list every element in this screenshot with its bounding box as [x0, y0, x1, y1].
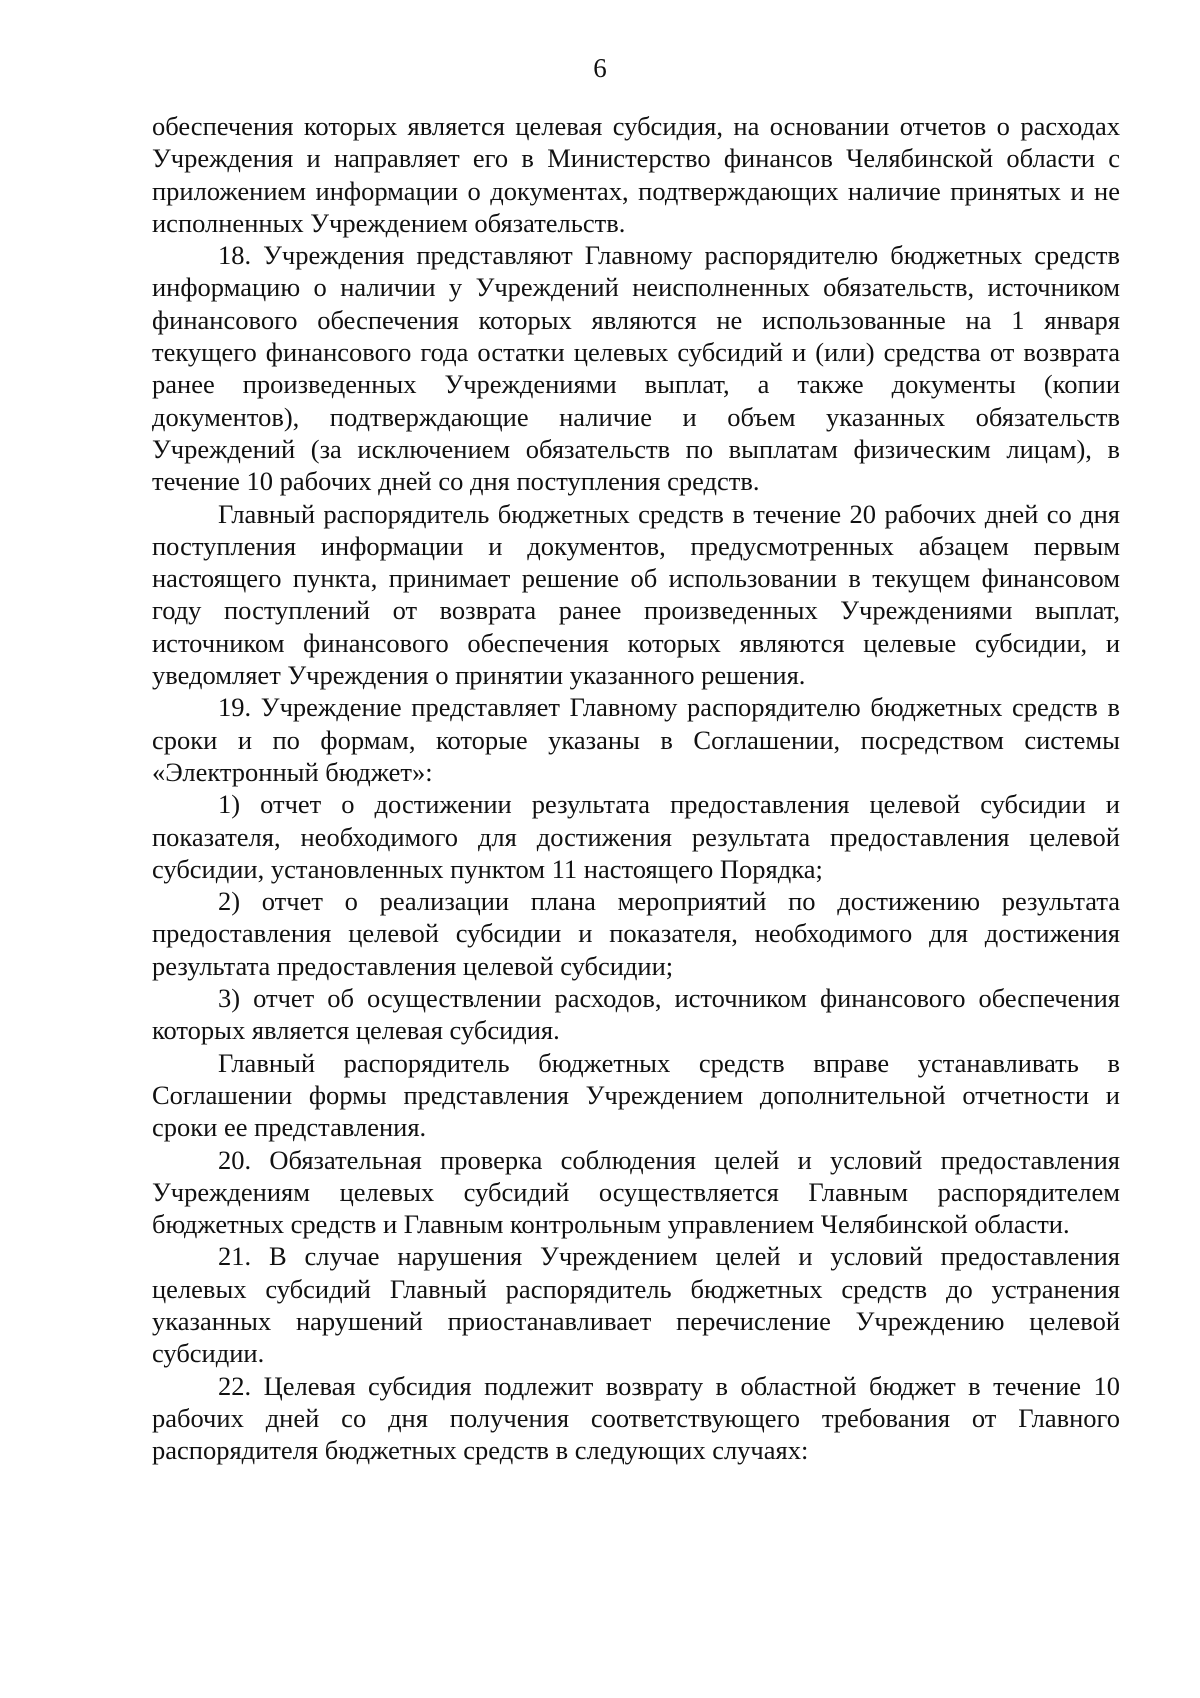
paragraph-item-19-additional: Главный распорядитель бюджетных средств вправе устанавливать в Соглашении формы представления Учреждением дополнительной отчетности и сроки ее представления. [152, 1047, 1120, 1143]
paragraph-item-18: 18. Учреждения представляют Главному распорядителю бюджетных средств информацию о наличии у Учреждений неисполненных обязательств, источником финансового обеспечения которых являются не использованные на 1 января текущего финансового года остатки целевых субсидий и (или) средства от возврата ранее произведенных Учреждениями выплат, а также документы (копии документов), подтверждающие наличие и объем указанных обязательств Учреждений (за исключением обязательств по выплатам физическим лицам), в течение 10 рабочих дней со дня поступления средств. [152, 240, 1120, 497]
paragraph-continuation: обеспечения которых является целевая субсидия, на основании отчетов о расходах Учреждения и направляет его в Министерство финансов Челябинской области с приложением информации о документах, подтверждающих наличие принятых и не исполненных Учреждением обязательств. [152, 111, 1120, 238]
paragraph-item-22: 22. Целевая субсидия подлежит возврату в областной бюджет в течение 10 рабочих дней со дня получения соответствующего требования от Главного распорядителя бюджетных средств в следующих случаях: [152, 1370, 1120, 1466]
paragraph-item-19-sub-3: 3) отчет об осуществлении расходов, источником финансового обеспечения которых является целевая субсидия. [152, 983, 1120, 1046]
paragraph-item-19-sub-1: 1) отчет о достижении результата предоставления целевой субсидии и показателя, необходимого для достижения результата предоставления целевой субсидии, установленных пунктом 11 настоящего Порядка; [152, 789, 1120, 884]
paragraph-item-18-second: Главный распорядитель бюджетных средств в течение 20 рабочих дней со дня поступления информации и документов, предусмотренных абзацем первым настоящего пункта, принимает решение об использовании в текущем финансовом году поступлений от возврата ранее произведенных Учреждениями выплат, источником финансового обеспечения которых являются целевые субсидии, и уведомляет Учреждения о принятии указанного решения. [152, 498, 1120, 691]
paragraph-item-19-sub-2: 2) отчет о реализации плана мероприятий по достижению результата предоставления целевой субсидии и показателя, необходимого для достижения результата предоставления целевой субсидии; [152, 886, 1120, 981]
paragraph-item-19: 19. Учреждение представляет Главному распорядителю бюджетных средств в сроки и по формам, которые указаны в Соглашении, посредством системы «Электронный бюджет»: [152, 692, 1120, 787]
paragraph-item-20: 20. Обязательная проверка соблюдения целей и условий предоставления Учреждениям целевых субсидий осуществляется Главным распорядителем бюджетных средств и Главным контрольным управлением Челябинской области. [152, 1144, 1120, 1240]
page-number: 6 [593, 53, 607, 83]
paragraph-item-21: 21. В случае нарушения Учреждением целей и условий предоставления целевых субсидий Главный распорядитель бюджетных средств до устранения указанных нарушений приостанавливает перечисление Учреждению целевой субсидии. [152, 1241, 1120, 1369]
document-body [152, 110, 1120, 1466]
